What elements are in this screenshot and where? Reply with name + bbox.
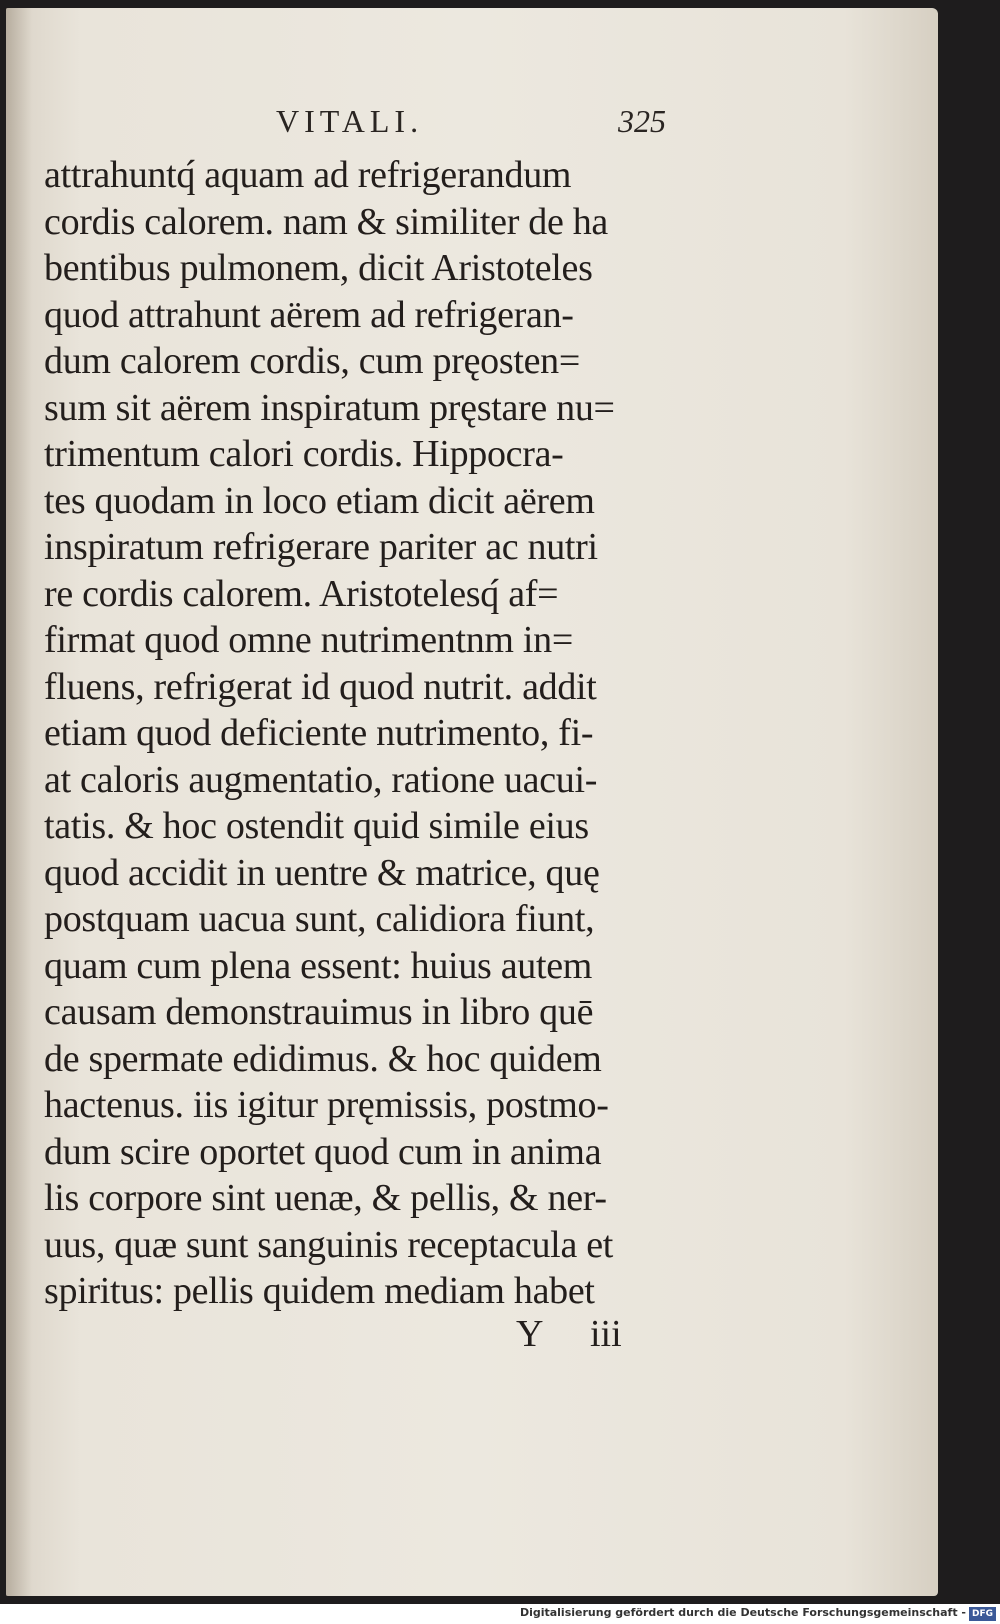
text-line: inspiratum refrigerare pariter ac nutri [44,526,598,568]
page-number: 325 [618,103,666,139]
dfg-logo-icon: DFG [969,1607,996,1621]
text-line: quod attrahunt aërem ad refrigeran- [44,293,574,336]
text-line: de spermate edidimus. & hoc quidem [44,1037,602,1080]
text-line: tes quodam in loco etiam dicit aërem [44,479,595,522]
text-line: hactenus. iis igitur pręmissis, postmo- [44,1084,609,1126]
text-line: firmat quod omne nutrimentnm in= [44,619,573,661]
signature-letter: Y [516,1313,544,1355]
text-line: spiritus: pellis quidem mediam habet [44,1270,595,1312]
text-line: quod accidit in uentre & matrice, quę [44,851,600,894]
body-text [44,152,724,1315]
signature-mark [0,1312,1000,1358]
text-line: lis corpore sint uenæ, & pellis, & ner- [44,1177,607,1219]
signature-leaf-number: iii [590,1313,622,1355]
text-line: postquam uacua sunt, calidiora fiunt, [44,898,595,940]
text-line: cordis calorem. nam & similiter de ha [44,200,609,243]
text-line: at caloris augmentatio, ratione uacui- [44,758,598,801]
text-line: trimentum calori cordis. Hippocra- [44,433,564,475]
text-line: quam cum plena essent: huius autem [44,944,593,987]
text-line: dum scire oportet quod cum in anima [44,1130,602,1173]
funding-note: Digitalisierung gefördert durch die Deutsche Forschungsgemeinschaft - [519,1606,966,1619]
running-title: VITALI. [276,103,424,139]
text-line: uus, quæ sunt sanguinis receptacula et [44,1223,614,1266]
text-line: fluens, refrigerat id quod nutrit. addit [44,665,597,708]
text-line: sum sit aërem inspiratum pręstare nu= [44,386,615,429]
text-line: etiam quod deficiente nutrimento, fi- [44,712,594,754]
text-line: tatis. & hoc ostendit quid simile eius [44,805,589,847]
text-line: causam demonstrauimus in libro quē [44,991,594,1033]
text-line: re cordis calorem. Aristotelesq́ af= [44,572,559,615]
text-line: bentibus pulmonem, dicit Aristoteles [44,247,593,289]
text-line: attrahuntq́ aquam ad refrigerandum [44,154,572,196]
running-head [0,103,1000,143]
text-line: dum calorem cordis, cum pręosten= [44,340,580,382]
footer-bar [0,1604,1000,1624]
